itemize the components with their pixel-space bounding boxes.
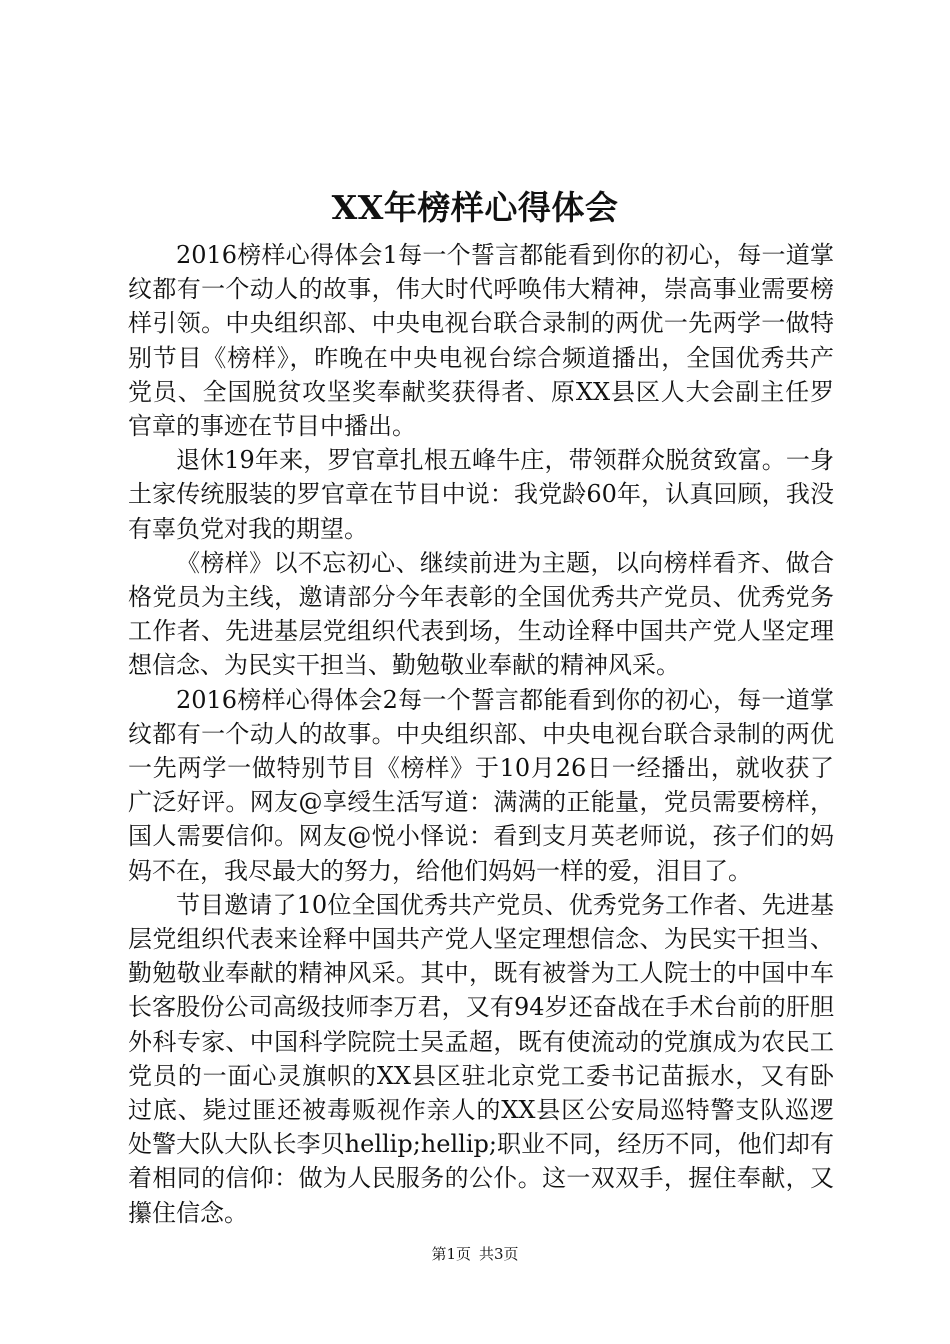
document-body bbox=[128, 238, 834, 1230]
page-footer bbox=[0, 1244, 950, 1264]
paragraph: 退休19年来，罗官章扎根五峰牛庄，带领群众脱贫致富。一身土家传统服装的罗官章在节目中说：我党龄60年，认真回顾，我没有辜负党对我的期望。 bbox=[128, 446, 834, 543]
document-title: XX年榜样心得体会 bbox=[331, 188, 619, 227]
page-total: 共3页 bbox=[479, 1245, 519, 1263]
paragraph: 《榜样》以不忘初心、继续前进为主题，以向榜样看齐、做合格党员为主线，邀请部分今年表彰的全国优秀共产党员、优秀党务工作者、先进基层党组织代表到场，生动诠释中国共产党人坚定理想信念、为民实干担当、勤勉敬业奉献的精神风采。 bbox=[128, 548, 834, 680]
paragraph: 节目邀请了10位全国优秀共产党员、优秀党务工作者、先进基层党组织代表来诠释中国共产党人坚定理想信念、为民实干担当、勤勉敬业奉献的精神风采。其中，既有被誉为工人院士的中国中车长客股份公司高级技师李万君，又有94岁还奋战在手术台前的肝胆外科专家、中国科学院院士吴孟超，既有使流动的党旗成为农民工党员的一面心灵旗帜的XX县区驻北京党工委书记苗振水，又有卧过底、毙过匪还被毒贩视作亲人的XX县区公安局巡特警支队巡逻处警大队大队长李贝hellip;hellip;职业不同，经历不同，他们却有着相同的信仰：做为人民服务的公仆。这一双双手，握住奉献，又攥住信念。 bbox=[128, 890, 834, 1227]
page-number: 第1页 bbox=[431, 1245, 471, 1263]
paragraph: 2016榜样心得体会2每一个誓言都能看到你的初心，每一道掌纹都有一个动人的故事。中央组织部、中央电视台联合录制的两优一先两学一做特别节目《榜样》于10月26日一经播出，就收获了广泛好评。网友@享绶生活写道：满满的正能量，党员需要榜样，国人需要信仰。网友@悦小怿说：看到支月英老师说，孩子们的妈妈不在，我尽最大的努力，给他们妈妈一样的爱，泪目了。 bbox=[128, 685, 834, 885]
paragraph: 2016榜样心得体会1每一个誓言都能看到你的初心，每一道掌纹都有一个动人的故事，伟大时代呼唤伟大精神，崇高事业需要榜样引领。中央组织部、中央电视台联合录制的两优一先两学一做特别节目《榜样》，昨晚在中央电视台综合频道播出，全国优秀共产党员、全国脱贫攻坚奖奉献奖获得者、原XX县区人大会副主任罗官章的事迹在节目中播出。 bbox=[128, 241, 834, 441]
